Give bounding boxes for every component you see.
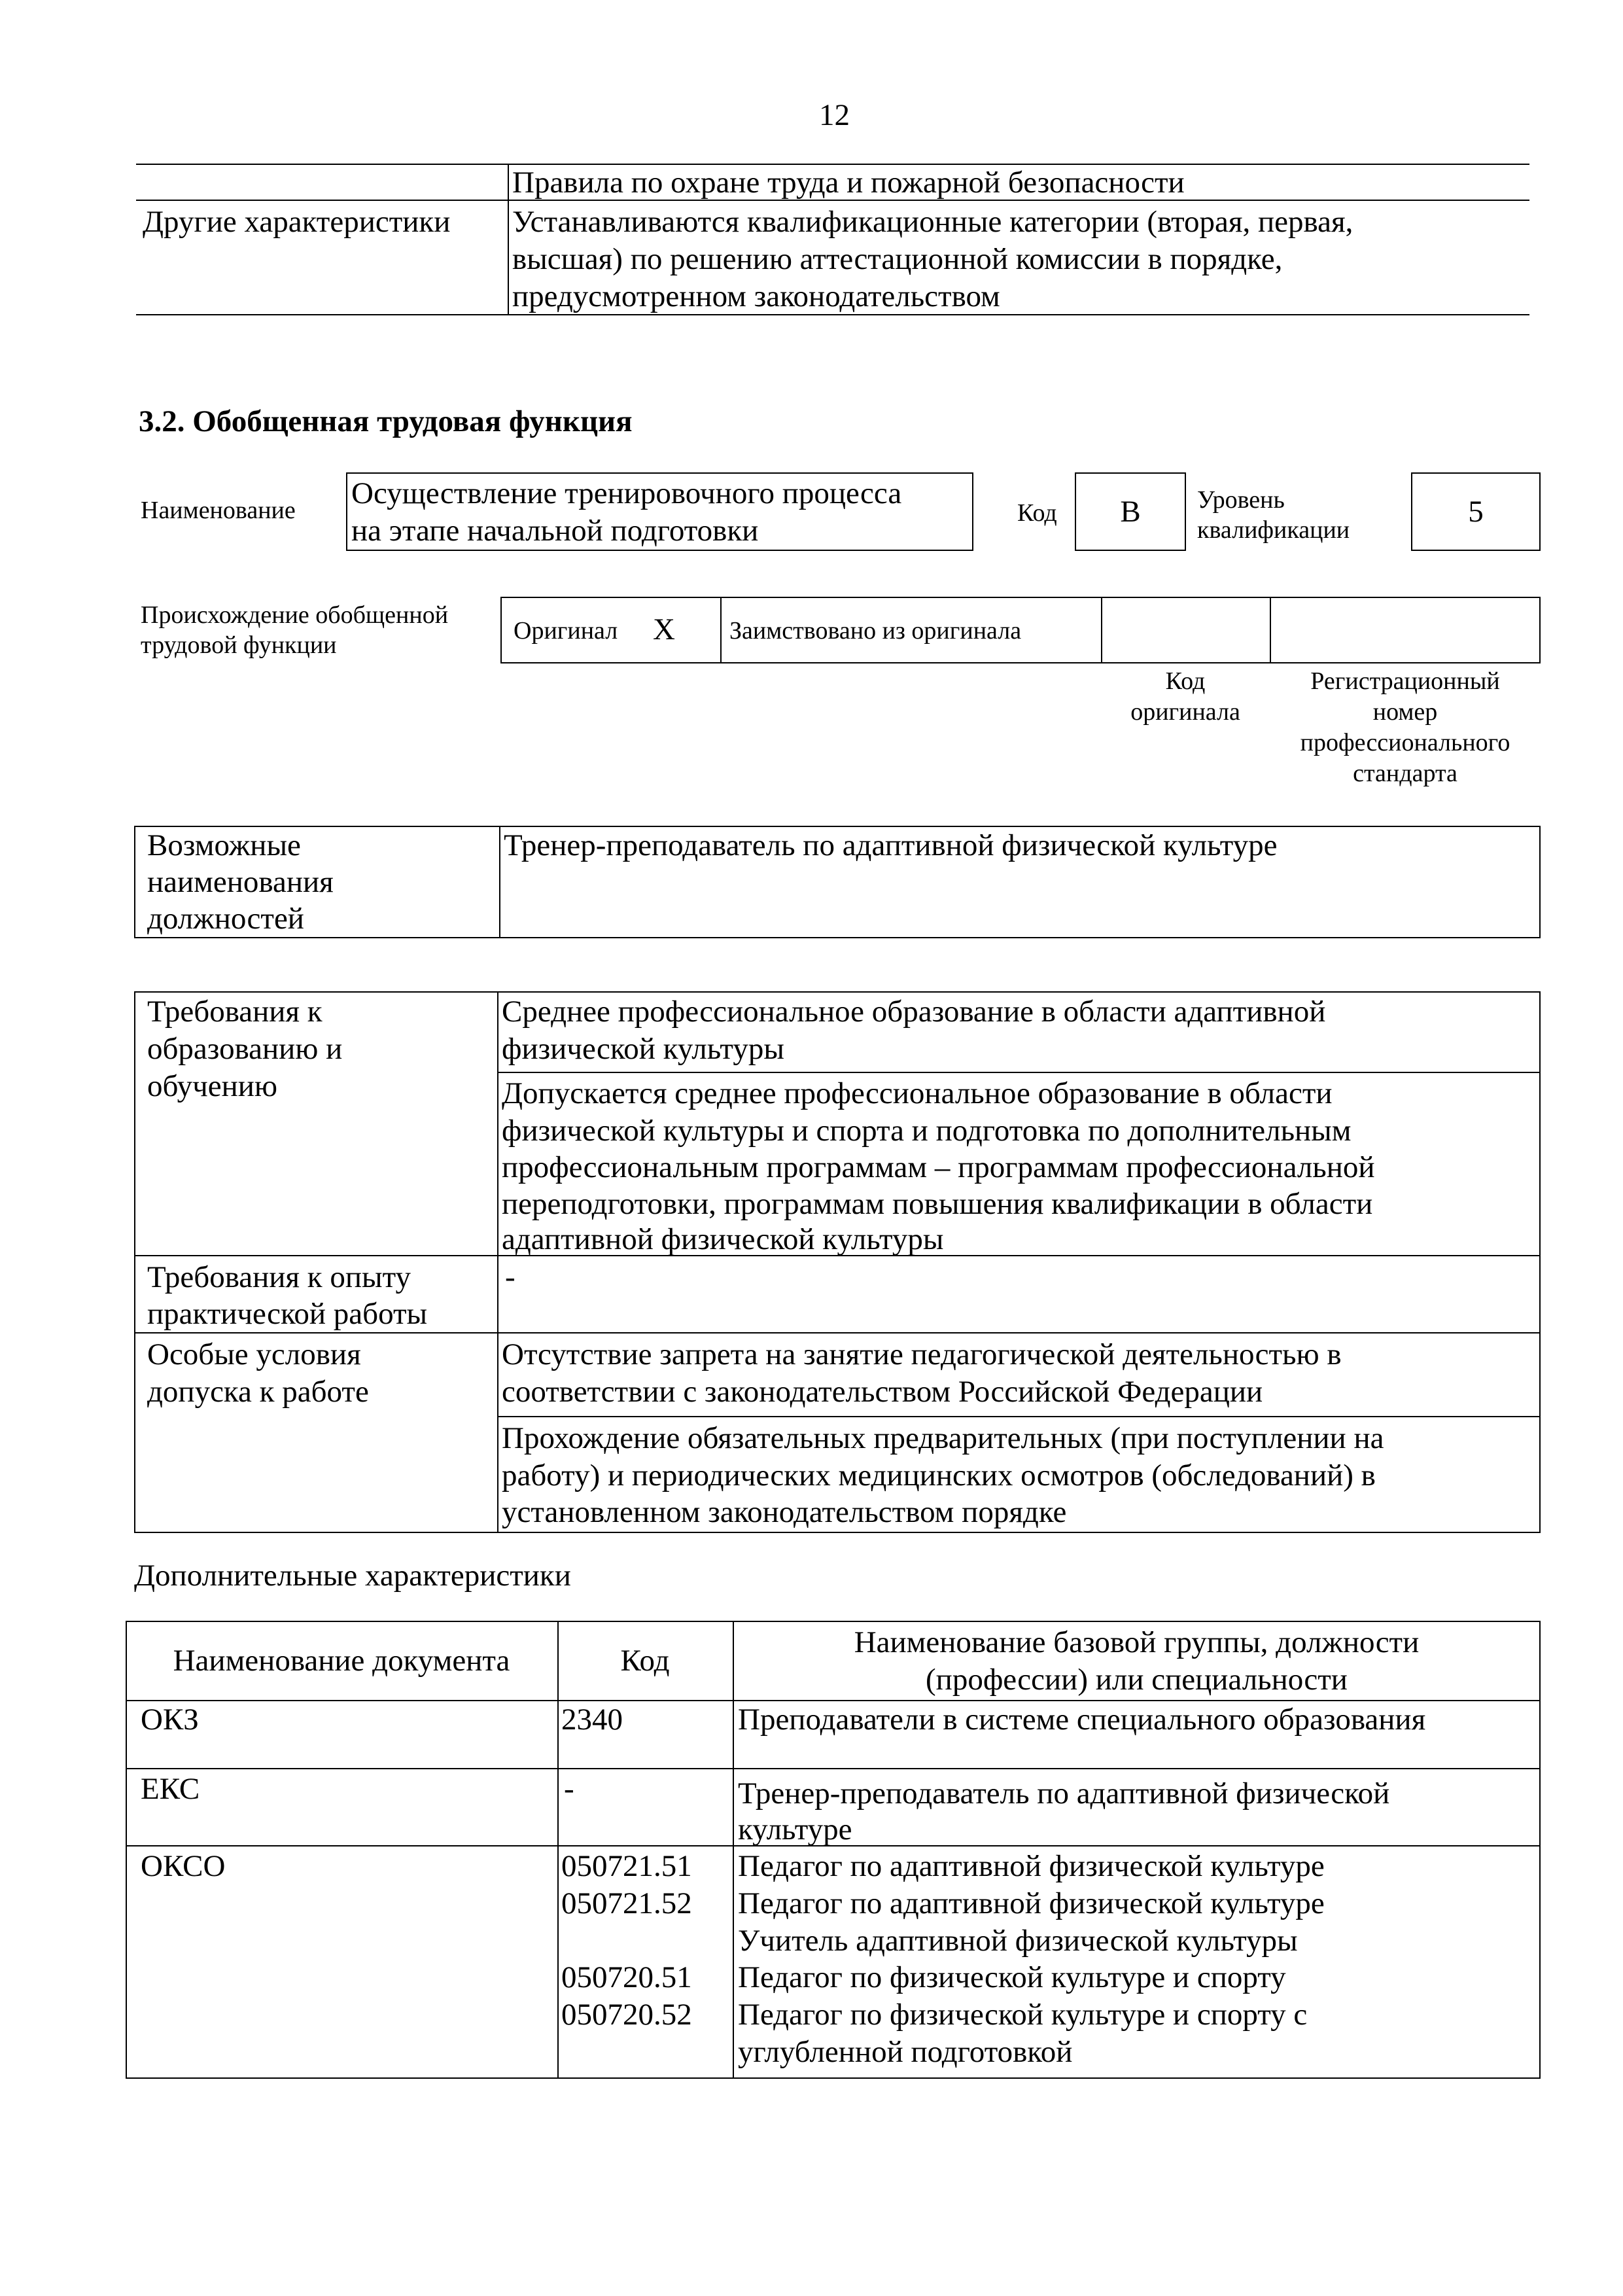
experience-label-line2: практической работы <box>147 1297 428 1331</box>
level-value: 5 <box>1468 495 1484 529</box>
special-value2-line2: работу) и периодических медицинских осмотров (обследований) в <box>502 1458 1376 1492</box>
top-table-row2-line1: Устанавливаются квалификационные категории (вторая, первая, <box>512 205 1353 239</box>
code-label: Код <box>1017 499 1057 527</box>
special-value2-line1: Прохождение обязательных предварительных (при поступлении на <box>502 1421 1384 1455</box>
positions-label-line1: Возможные <box>147 828 301 862</box>
education-label-line2: образованию и <box>147 1032 343 1066</box>
caption-reg-line1: Регистрационный <box>1310 667 1500 695</box>
level-label-line1: Уровень <box>1197 486 1285 514</box>
special-value1-line2: соответствии с законодательством Российской Федерации <box>502 1375 1263 1409</box>
education-value2-line5: адаптивной физической культуры <box>502 1222 944 1256</box>
row-okso-code4: 050720.51 <box>561 1960 692 1994</box>
experience-label-line1: Требования к опыту <box>147 1260 411 1294</box>
row-okso-doc: ОКСО <box>141 1849 226 1883</box>
origin-borrowed-label: Заимствовано из оригинала <box>729 617 1022 645</box>
name-label: Наименование <box>141 497 296 524</box>
caption-code-line2: оригинала <box>1130 698 1240 726</box>
education-value2-line1: Допускается среднее профессиональное образование в области <box>502 1076 1333 1110</box>
row-eks-name-line1: Тренер-преподаватель по адаптивной физической <box>738 1776 1390 1810</box>
positions-label-line3: должностей <box>147 902 304 936</box>
header-name-line1: Наименование базовой группы, должности <box>854 1625 1420 1659</box>
education-value1-line1: Среднее профессиональное образование в области адаптивной <box>502 995 1326 1029</box>
row-okso-code1: 050721.51 <box>561 1849 692 1883</box>
row-okso-name5: Педагог по физической культуре и спорту с <box>738 1998 1308 2032</box>
row-eks-doc: ЕКС <box>141 1772 200 1806</box>
origin-original-mark: X <box>653 612 675 646</box>
education-value2-line2: физической культуры и спорта и подготовка по дополнительным <box>502 1114 1352 1148</box>
name-value-line2: на этапе начальной подготовки <box>351 514 759 548</box>
caption-reg-line3: профессионального <box>1300 729 1510 756</box>
code-value: B <box>1120 495 1141 529</box>
special-label-line1: Особые условия <box>147 1337 361 1371</box>
level-label-line2: квалификации <box>1197 516 1350 544</box>
header-name-line2: (профессии) или специальности <box>926 1663 1348 1697</box>
positions-value: Тренер-преподаватель по адаптивной физической культуре <box>504 828 1278 862</box>
education-label-line1: Требования к <box>147 995 323 1029</box>
special-label-line2: допуска к работе <box>147 1375 369 1409</box>
positions-label-line2: наименования <box>147 865 334 899</box>
origin-original-label: Оригинал <box>514 617 618 645</box>
special-value1-line1: Отсутствие запрета на занятие педагогической деятельностью в <box>502 1337 1342 1371</box>
top-table-row1-value: Правила по охране труда и пожарной безопасности <box>512 166 1185 200</box>
education-value2-line3: профессиональным программам – программам профессиональной <box>502 1150 1375 1184</box>
page-number: 12 <box>819 98 850 132</box>
row-okz-name: Преподаватели в системе специального образования <box>738 1703 1426 1737</box>
special-value2-line3: установленном законодательством порядке <box>502 1495 1067 1529</box>
row-okso-name2: Педагог по адаптивной физической культуре <box>738 1886 1325 1920</box>
origin-label-line2: трудовой функции <box>141 631 337 659</box>
caption-code-line1: Код <box>1165 667 1206 695</box>
row-okso-code5: 050720.52 <box>561 1998 692 2032</box>
row-okz-doc: ОКЗ <box>141 1703 199 1737</box>
header-doc: Наименование документа <box>173 1644 510 1678</box>
name-value-line1: Осуществление тренировочного процесса <box>351 476 902 510</box>
row-okso-name4: Педагог по физической культуре и спорту <box>738 1960 1286 1994</box>
caption-reg-line2: номер <box>1372 698 1438 726</box>
top-table-row2-line3: предусмотренном законодательством <box>512 279 1000 313</box>
section-title: 3.2. Обобщенная трудовая функция <box>139 404 633 438</box>
row-okso-name6: углубленной подготовкой <box>738 2035 1073 2069</box>
education-label-line3: обучению <box>147 1069 278 1103</box>
education-value1-line2: физической культуры <box>502 1032 784 1066</box>
row-okso-name3: Учитель адаптивной физической культуры <box>738 1924 1298 1958</box>
row-okso-name1: Педагог по адаптивной физической культуре <box>738 1849 1325 1883</box>
top-table-row2-line2: высшая) по решению аттестационной комиссии в порядке, <box>512 242 1283 276</box>
education-value2-line4: переподготовки, программам повышения квалификации в области <box>502 1187 1373 1221</box>
additional-title: Дополнительные характеристики <box>134 1559 571 1593</box>
origin-label-line1: Происхождение обобщенной <box>141 601 449 629</box>
row-okz-code: 2340 <box>561 1703 623 1737</box>
header-code: Код <box>620 1644 670 1678</box>
row-okso-code2: 050721.52 <box>561 1886 692 1920</box>
experience-value: - <box>505 1260 515 1294</box>
top-table-row2-label: Другие характеристики <box>143 205 451 239</box>
row-eks-name-line2: культуре <box>738 1812 852 1846</box>
row-eks-code: - <box>564 1772 574 1806</box>
caption-reg-line4: стандарта <box>1353 760 1457 787</box>
